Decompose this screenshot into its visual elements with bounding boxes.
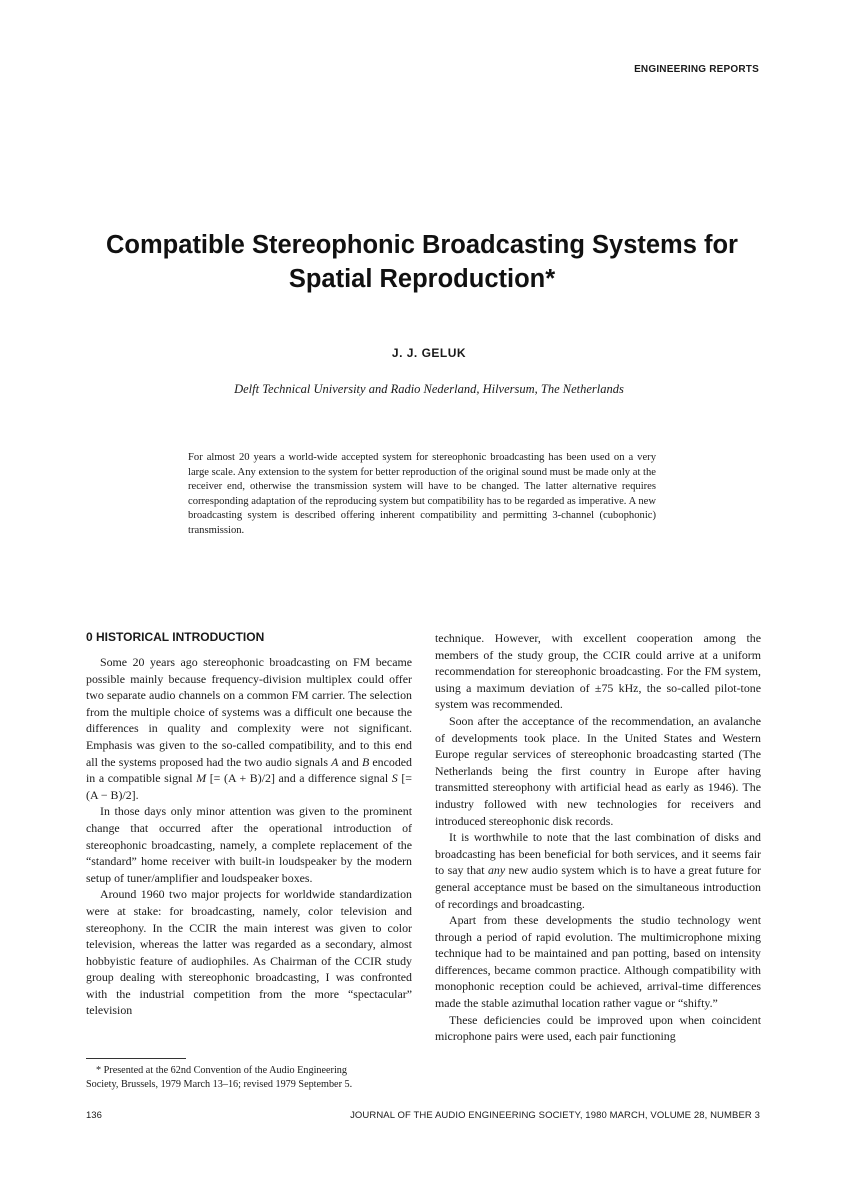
article-title-line-2: Spatial Reproduction* [288,265,556,293]
paragraph: Apart from these developments the studio technology went through a period of rapid evolution. The multimicrophone mixing technique had to be maintained and pan potting, based on intensity differences, became common practice. Although compatibility with monophonic reception could be achieved, arrival-time differences made the stable azimuthal location rather vague or “shifty.” [435,913,761,1011]
article-title-line-1: Compatible Stereophonic Broadcasting Systems for [106,231,738,259]
footnote-line: Society, Brussels, 1979 March 13–16; revised 1979 September 5. [86,1078,353,1090]
page-number: 136 [86,1110,102,1121]
journal-footer: JOURNAL OF THE AUDIO ENGINEERING SOCIETY, 1980 MARCH, VOLUME 28, NUMBER 3 [350,1110,760,1121]
body-column-left [86,630,412,1019]
paragraph: Around 1960 two major projects for worldwide standardization were at stake: for broadcasting, namely, color television and stereophony. In the CCIR the main interest was given to color television, whereas the latter was regarded as a secondary, almost hobbyistic feature of audiophiles. As Chairman of the CCIR study group dealing with stereophonic broadcasting, I was confronted with the industrial competition from the more “spectacular” television [86,887,412,1018]
body-column-right [435,630,761,1045]
author-affiliation: Delft Technical University and Radio Nederland, Hilversum, The Netherlands [234,382,624,396]
paragraph: It is worthwhile to note that the last combination of disks and broadcasting has been beneficial for both services, and it seems fair to say that any new audio system which is to have a great future for general acceptance must be based on the simultaneous introduction of recordings and broadcasting. [435,830,761,911]
running-header: ENGINEERING REPORTS [634,64,759,75]
article-title [60,228,784,296]
footnote-line: * Presented at the 62nd Convention of the Audio Engineering [96,1065,347,1076]
paragraph: In those days only minor attention was given to the prominent change that occurred after the operational introduction of stereophonic broadcasting, namely, a complete replacement of the “standard” home receiver with built-in loudspeaker by the modern setup of tuner/amplifier and loudspeaker boxes. [86,804,412,885]
footnote-divider [86,1058,186,1059]
author-name: J. J. GELUK [391,346,467,360]
paragraph: Soon after the acceptance of the recommendation, an avalanche of developments took place. In the United States and Western Europe regular services of stereophonic broadcasting started (The Netherlands being the first country in Europe after having transmitted stereophony with artificial head as early as 1946). The industry followed with new technologies for receivers and introduced stereophonic disk records. [435,713,761,828]
abstract: For almost 20 years a world-wide accepted system for stereophonic broadcasting has been used on a very large scale. Any extension to the system for better reproduction of the original sound must be made only at the receiver end, otherwise the transmission system will have to be changed. The latter alternative requires corresponding adaptation of the reproducing system but compatibility has to be regarded as imperative. A new broadcasting system is described offering inherent compatibility and permitting 3-channel (cubophonic) transmission. [188,452,656,536]
paragraph: technique. However, with excellent cooperation among the members of the study group, the CCIR could arrive at a uniform recommendation for stereophonic broadcasting. For the FM system, using a maximum deviation of ±75 kHz, the so-called pilot-tone system was recommended. [435,631,761,712]
footnote [86,1064,412,1091]
paragraph: These deficiencies could be improved upon when coincident microphone pairs were used, each pair functioning [435,1012,761,1044]
paragraph: Some 20 years ago stereophonic broadcasting on FM became possible mainly because frequency-division multiplex could offer two separate audio channels on a common FM carrier. The selection from the multiple choice of systems was a difficult one because the differences in quality and complexity were not significant. Emphasis was given to the so-called compatibility, and to this end all the systems proposed had the two audio signals A and B encoded in a compatible signal M [= (A + B)/2] and a difference signal S [= (A − B)/2]. [86,655,413,802]
section-heading: 0 HISTORICAL INTRODUCTION [86,630,265,644]
